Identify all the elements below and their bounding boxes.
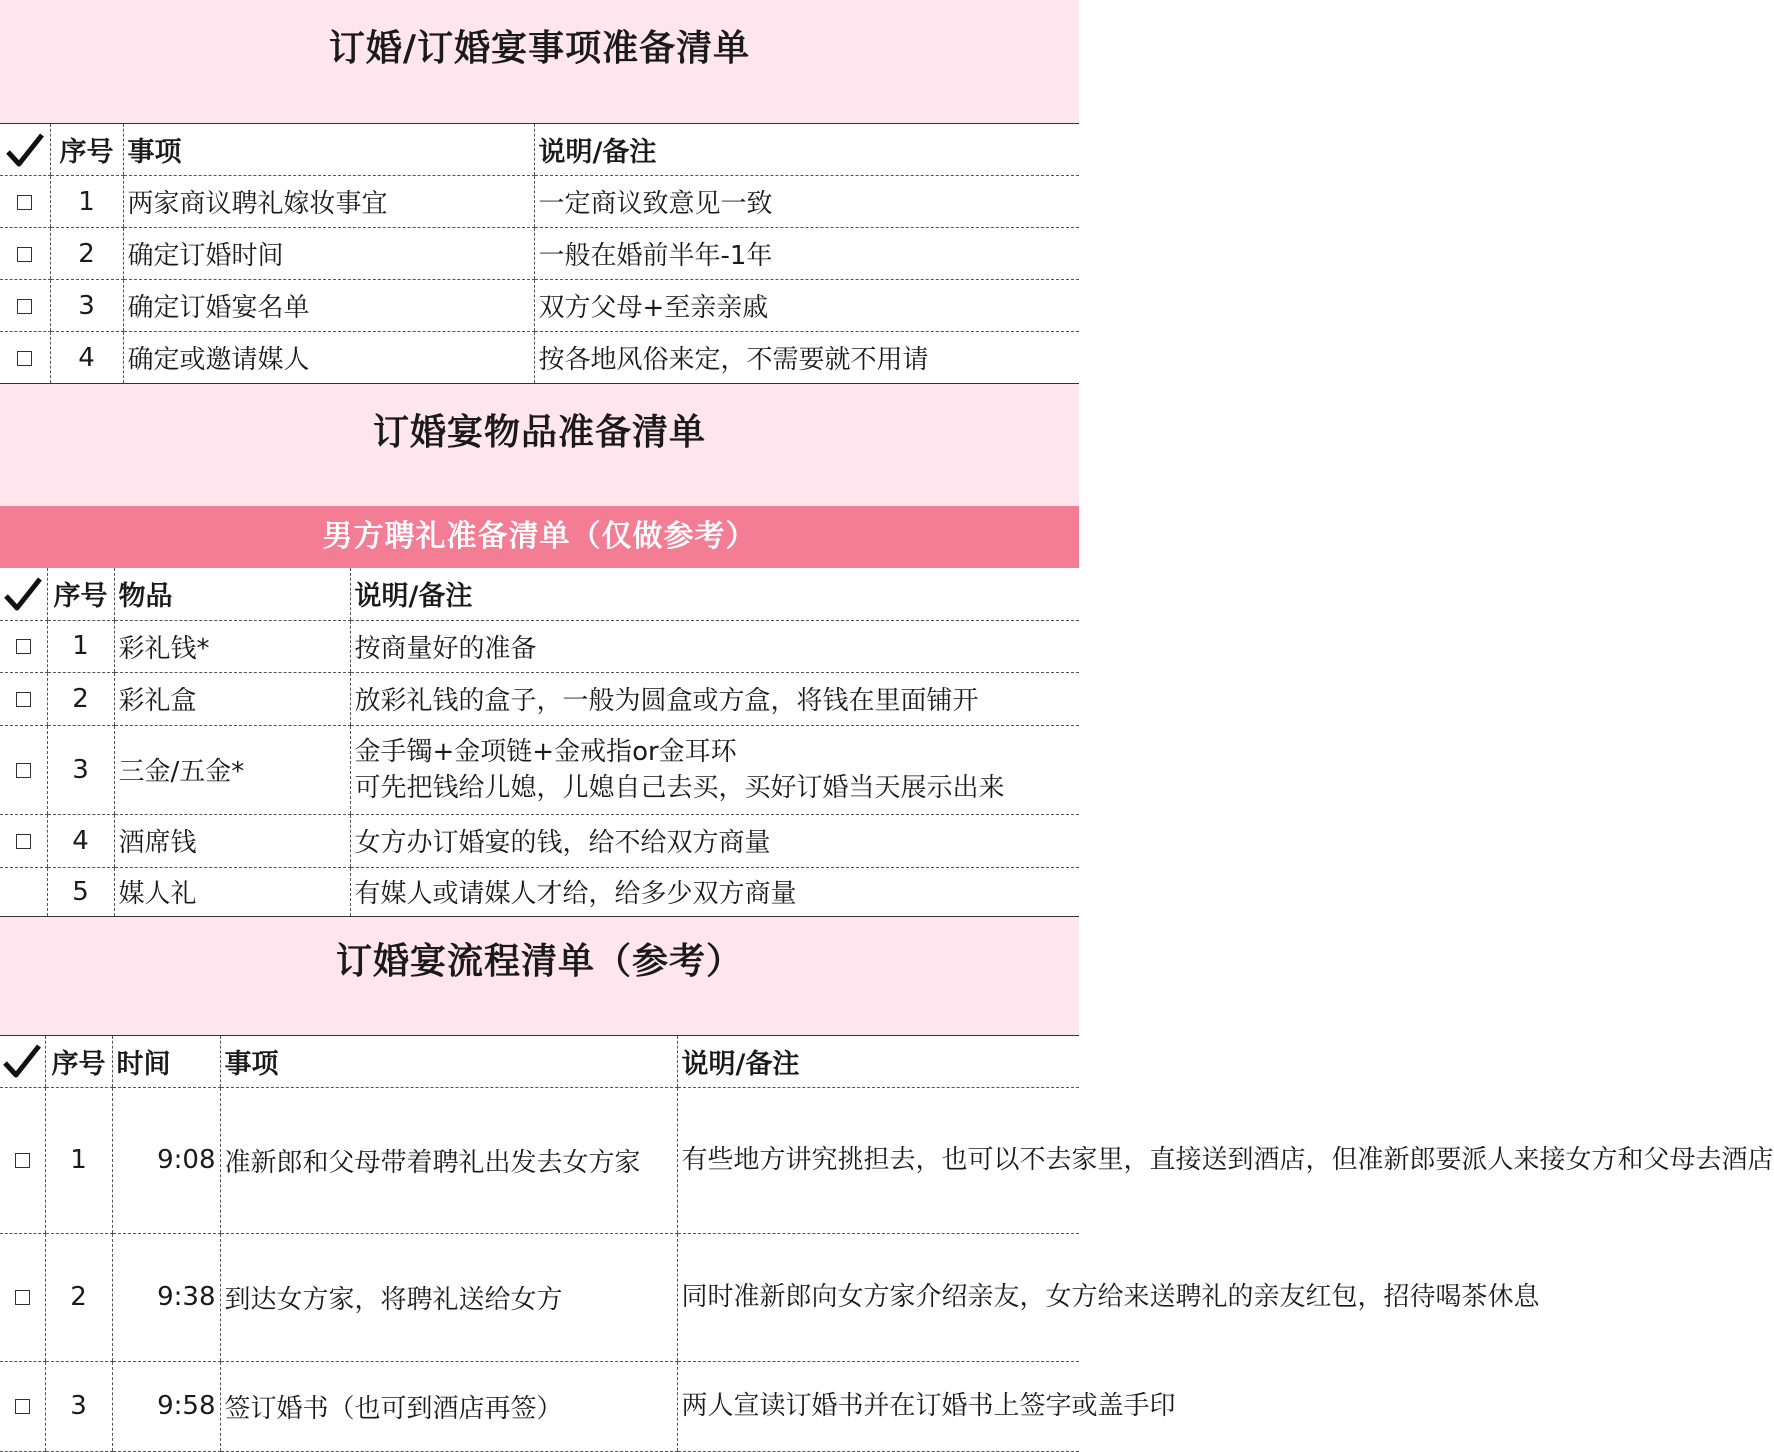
section3-table — [0, 1035, 1774, 1452]
row-note: 双方父母+至亲亲戚 — [534, 280, 1079, 332]
row-time: 9:38 — [112, 1233, 220, 1361]
row-num: 1 — [50, 176, 123, 228]
row-note — [350, 725, 1079, 814]
header-item: 事项 — [123, 124, 534, 176]
check-header — [0, 124, 50, 176]
row-note: 按各地风俗来定，不需要就不用请 — [534, 332, 1079, 384]
table-row — [0, 620, 1079, 672]
row-num: 4 — [50, 332, 123, 384]
section1-table — [0, 123, 1079, 384]
checkbox-icon[interactable] — [16, 763, 31, 778]
row-note: 女方办订婚宴的钱，给不给双方商量 — [350, 814, 1079, 867]
section1-title-band — [0, 0, 1079, 123]
checkbox-icon[interactable] — [15, 1399, 30, 1414]
row-note: 一般在婚前半年-1年 — [534, 228, 1079, 280]
row-item: 确定订婚时间 — [123, 228, 534, 280]
table-row — [0, 280, 1079, 332]
table-row — [0, 228, 1079, 280]
table-row — [0, 725, 1079, 814]
table-header-row — [0, 124, 1079, 176]
row-note-line: 金手镯+金项链+金戒指or金耳环 — [354, 736, 737, 767]
checkbox-icon[interactable] — [17, 195, 32, 210]
row-note-line: 可先把钱给儿媳，儿媳自己去买，买好订婚当天展示出来 — [354, 772, 1005, 803]
table-row — [0, 867, 1079, 916]
row-item: 酒席钱 — [114, 814, 350, 867]
checkbox-icon[interactable] — [15, 1153, 30, 1168]
section3-title: 订婚宴流程清单（参考） — [335, 940, 743, 982]
row-item: 确定或邀请媒人 — [123, 332, 534, 384]
table-row — [0, 332, 1079, 384]
row-num: 5 — [47, 867, 114, 916]
checkbox-icon[interactable] — [17, 299, 32, 314]
row-num: 3 — [47, 725, 114, 814]
row-item: 准新郎和父母带着聘礼出发去女方家 — [220, 1087, 677, 1233]
row-item: 确定订婚宴名单 — [123, 280, 534, 332]
header-num: 序号 — [45, 1035, 112, 1087]
table-header-row — [0, 568, 1079, 620]
header-num: 序号 — [47, 568, 114, 620]
row-num: 2 — [50, 228, 123, 280]
row-note: 放彩礼钱的盒子，一般为圆盒或方盒，将钱在里面铺开 — [350, 672, 1079, 725]
row-item: 签订婚书（也可到酒店再签） — [220, 1361, 677, 1451]
header-note: 说明/备注 — [534, 124, 1079, 176]
table-header-row — [0, 1035, 1079, 1087]
row-num: 4 — [47, 814, 114, 867]
check-header — [0, 1035, 45, 1087]
section2-title-band — [0, 384, 1079, 506]
section1-title: 订婚/订婚宴事项准备清单 — [328, 28, 751, 69]
row-time: 9:08 — [112, 1087, 220, 1233]
row-note: 有媒人或请媒人才给，给多少双方商量 — [350, 867, 1079, 916]
row-item: 到达女方家，将聘礼送给女方 — [220, 1233, 677, 1361]
section2-title: 订婚宴物品准备清单 — [372, 412, 706, 453]
header-note: 说明/备注 — [677, 1035, 1079, 1087]
row-item: 三金/五金* — [114, 725, 350, 814]
checkbox-icon[interactable] — [15, 1290, 30, 1305]
row-note: 同时准新郎向女方家介绍亲友，女方给来送聘礼的亲友红包，招待喝茶休息 — [677, 1233, 1079, 1361]
check-header — [0, 568, 47, 620]
table-row — [0, 1087, 1079, 1233]
row-time: 9:58 — [112, 1361, 220, 1451]
row-num: 1 — [47, 620, 114, 672]
checkbox-icon[interactable] — [16, 834, 31, 849]
checkbox-icon[interactable] — [17, 247, 32, 262]
row-num: 3 — [45, 1361, 112, 1451]
row-item: 两家商议聘礼嫁妆事宜 — [123, 176, 534, 228]
table-row — [0, 1361, 1079, 1451]
table-row — [0, 176, 1079, 228]
checkmark-icon — [3, 576, 43, 612]
row-item: 媒人礼 — [114, 867, 350, 916]
checkbox-icon[interactable] — [17, 351, 32, 366]
row-note: 按商量好的准备 — [350, 620, 1079, 672]
row-item: 彩礼钱* — [114, 620, 350, 672]
table-row — [0, 672, 1079, 725]
header-item: 事项 — [220, 1035, 677, 1087]
checkbox-icon[interactable] — [16, 692, 31, 707]
row-num: 2 — [47, 672, 114, 725]
row-note: 一定商议致意见一致 — [534, 176, 1079, 228]
section2-table — [0, 568, 1079, 917]
row-num: 3 — [50, 280, 123, 332]
table-row — [0, 814, 1079, 867]
table-row — [0, 1233, 1079, 1361]
section2-subtitle: 男方聘礼准备清单（仅做参考） — [0, 506, 1079, 568]
row-item: 彩礼盒 — [114, 672, 350, 725]
row-note: 两人宣读订婚书并在订婚书上签字或盖手印 — [677, 1361, 1079, 1451]
checkmark-icon — [2, 1043, 42, 1079]
header-num: 序号 — [50, 124, 123, 176]
row-note: 有些地方讲究挑担去，也可以不去家里，直接送到酒店，但准新郎要派人来接女方和父母去酒店 — [677, 1087, 1079, 1233]
checkmark-icon — [5, 132, 45, 168]
header-note: 说明/备注 — [350, 568, 1079, 620]
header-item: 物品 — [114, 568, 350, 620]
header-time: 时间 — [112, 1035, 220, 1087]
row-num: 2 — [45, 1233, 112, 1361]
row-num: 1 — [45, 1087, 112, 1233]
section3-title-band — [0, 917, 1079, 1035]
checkbox-icon[interactable] — [16, 639, 31, 654]
